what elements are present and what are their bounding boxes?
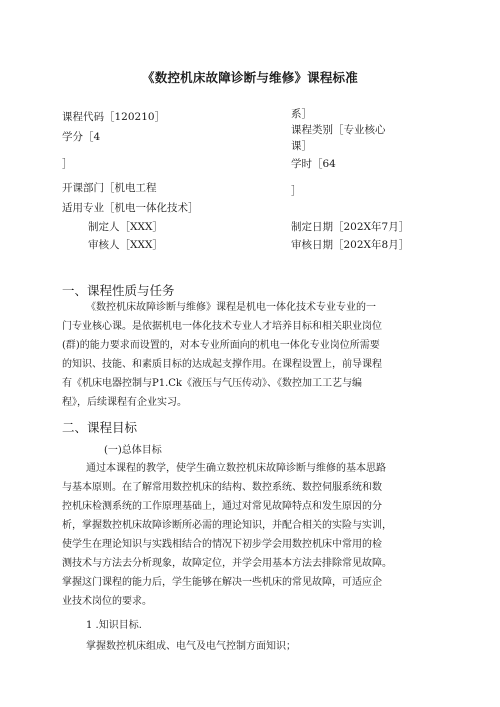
paragraph-line: 有《机床电器控制与P1.Ck《液压与气压传动》、《数控加工工艺与编 xyxy=(62,378,362,389)
paragraph-line: 测技术与方法去分析现象，故障定位，并学会用基本方法去排除常见故障。 xyxy=(62,558,392,569)
applicable-major: 适用专业［机电一体化技术］ xyxy=(62,202,199,214)
class-hours-close: ］ xyxy=(291,185,302,197)
class-hours: 学时［64 xyxy=(291,158,336,170)
subheading-overall-objective: (一)总体目标 xyxy=(104,445,162,456)
paragraph-line: (群)的能力要求而设置的，对本专业所面向的机电一体化专业岗位所需要 xyxy=(62,340,380,351)
paragraph-line: 掌握这门课程的能力后，学生能够在解决一些机床的常见故障，可适应企 xyxy=(62,577,382,588)
department-close: 系］ xyxy=(291,108,312,120)
paragraph-line: 门专业核心课。是依据机电一体化技术专业人才培养目标和相关职业岗位 xyxy=(62,321,382,332)
paragraph-line: 控机床检测系统的工作原理基础上，通过对常见故障特点和发生原因的分 xyxy=(62,501,382,512)
offering-department: 开课部门［机电工程 xyxy=(62,182,157,194)
course-category-close: 课］ xyxy=(291,140,312,152)
course-code: 课程代码［120210］ xyxy=(62,111,166,123)
section-heading-objectives: 二、课程目标 xyxy=(62,420,138,435)
paragraph-line: 《数控机床故障诊断与维修》课程是机电一体化技术专业专业的一 xyxy=(86,302,376,313)
paragraph-line: 业技术岗位的要求。 xyxy=(62,596,152,607)
paragraph-line: 与基本原则。在了解常用数控机床的结构、数控系统、数控伺服系统和数 xyxy=(62,482,382,493)
course-category: 课程类别［专业核心 xyxy=(291,124,386,136)
section-objectives-paragraph xyxy=(62,459,438,611)
paragraph-line: 使学生在理论知识与实践相结合的情况下初步学会用数控机床中常用的检 xyxy=(62,539,382,550)
section-nature-paragraph xyxy=(62,298,438,412)
date-made: 制定日期［202X年7月］ xyxy=(291,221,410,233)
knowledge-objective-item: 1 .知识目标. xyxy=(86,620,142,631)
credits: 学分［4 xyxy=(62,131,101,143)
paragraph-line: 通过本课程的教学，使学生确立数控机床故障诊断与维修的基本思路 xyxy=(86,463,386,474)
knowledge-objective-text: 掌握数控机床组成、电气及电气控制方面知识； xyxy=(86,641,296,652)
paragraph-line: 析，掌握数控机床故障诊断所必需的理论知识，并配合相关的实险与实训， xyxy=(62,520,392,531)
document-title: 《数控机床故障诊断与维修》课程标准 xyxy=(142,70,358,85)
paragraph-line: 程》，后续课程有企业实习。 xyxy=(62,397,187,408)
author: 制定人［XXX］ xyxy=(88,221,163,233)
reviewer: 审核人［XXX］ xyxy=(88,239,163,251)
paragraph-line: 的知识、技能、和素质目标的达成起支撑作用。在课程设置上，前导课程 xyxy=(62,359,382,370)
credits-close: ］ xyxy=(62,158,73,170)
section-heading-nature: 一、课程性质与任务 xyxy=(62,283,175,298)
date-reviewed: 审核日期［202X年8月］ xyxy=(291,239,410,251)
